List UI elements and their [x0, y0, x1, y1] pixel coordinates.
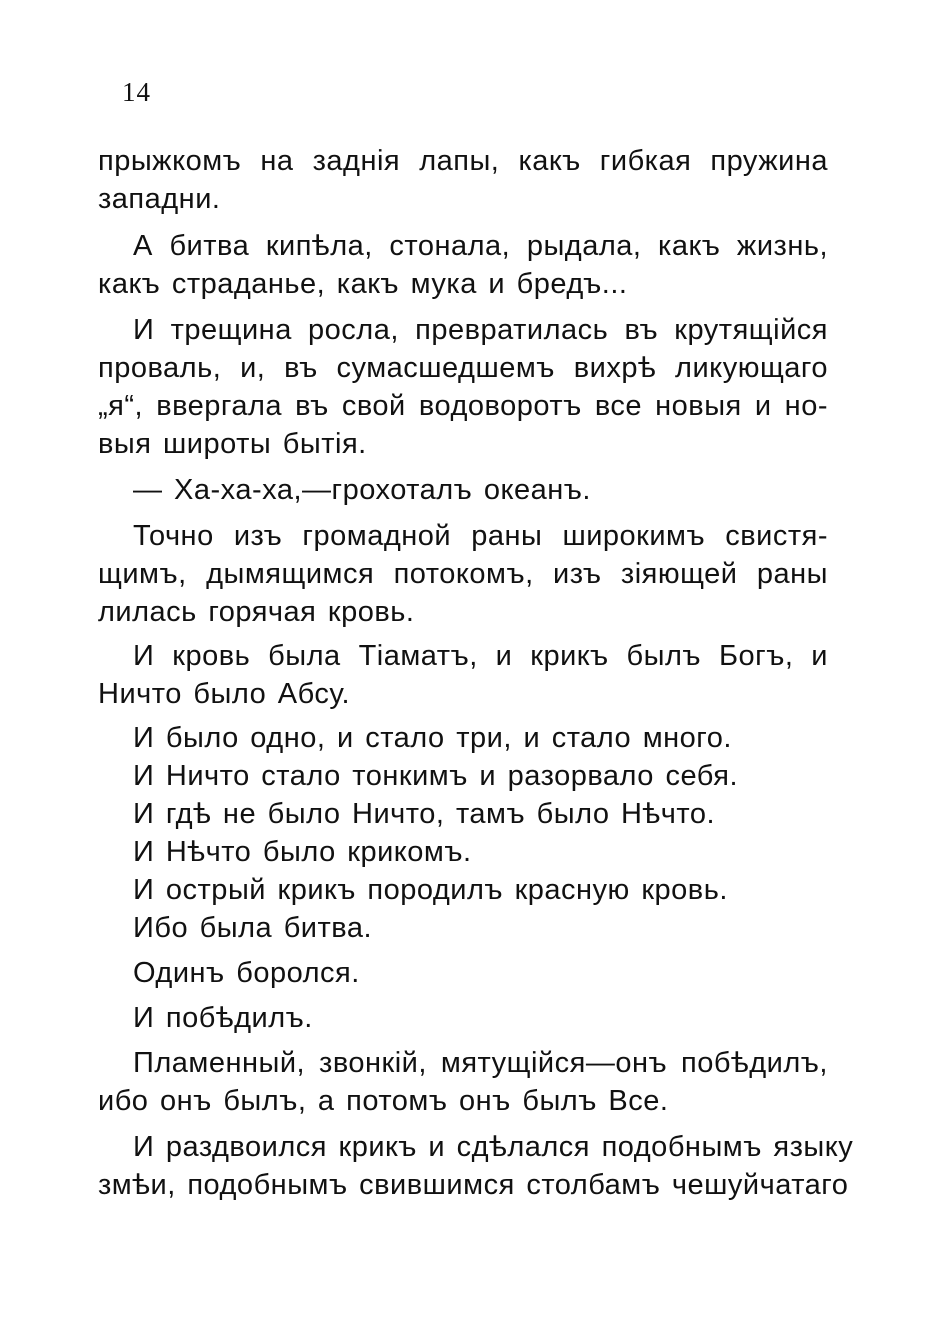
text-line: И было одно, и стало три, и стало много. — [133, 722, 732, 754]
text-line: И Ничто стало тонкимъ и разорвало себя. — [133, 760, 739, 792]
text-line: проваль, и, въ сумасшедшемъ вихрѣ ликующаго — [98, 352, 828, 384]
text-line: лилась горячая кровь. — [98, 596, 415, 628]
text-line: И острый крикъ породилъ красную кровь. — [133, 874, 728, 906]
text-line: И Нѣчто было крикомъ. — [133, 836, 472, 868]
text-line: ибо онъ былъ, а потомъ онъ былъ Все. — [98, 1085, 669, 1117]
text-line: змѣи, подобнымъ свившимся столбамъ чешуйчатаго — [98, 1169, 849, 1201]
text-line: И побѣдилъ. — [133, 1002, 313, 1034]
text-line: западни. — [98, 183, 221, 215]
text-line: И раздвоился крикъ и сдѣлался подобнымъ языку — [133, 1131, 854, 1163]
text-line: Ничто было Абсу. — [98, 678, 351, 710]
text-line: — Ха-ха-ха,—грохоталъ океанъ. — [133, 474, 591, 506]
text-line: прыжкомъ на заднія лапы, какъ гибкая пружина — [98, 145, 828, 177]
text-line: Ибо была битва. — [133, 912, 373, 944]
text-line: И кровь была Тіаматъ, и крикъ былъ Богъ, и — [133, 640, 828, 672]
page-number: 14 — [122, 77, 151, 107]
text-line: А битва кипѣла, стонала, рыдала, какъ жизнь, — [133, 230, 828, 262]
text-line: какъ страданье, какъ мука и бредъ... — [98, 268, 628, 300]
text-line: Точно изъ громадной раны широкимъ свистя- — [133, 520, 828, 552]
text-line: щимъ, дымящимся потокомъ, изъ зіяющей раны — [98, 558, 828, 590]
text-line: Одинъ боролся. — [133, 957, 360, 989]
text-line: И гдѣ не было Ничто, тамъ было Нѣчто. — [133, 798, 716, 830]
text-line: „я“, ввергала въ свой водоворотъ все новыя и но- — [98, 390, 828, 422]
text-line: выя широты бытія. — [98, 428, 367, 460]
text-line: Пламенный, звонкій, мятущійся—онъ побѣдилъ, — [133, 1047, 828, 1079]
text-line: И трещина росла, превратилась въ крутящійся — [133, 314, 828, 346]
